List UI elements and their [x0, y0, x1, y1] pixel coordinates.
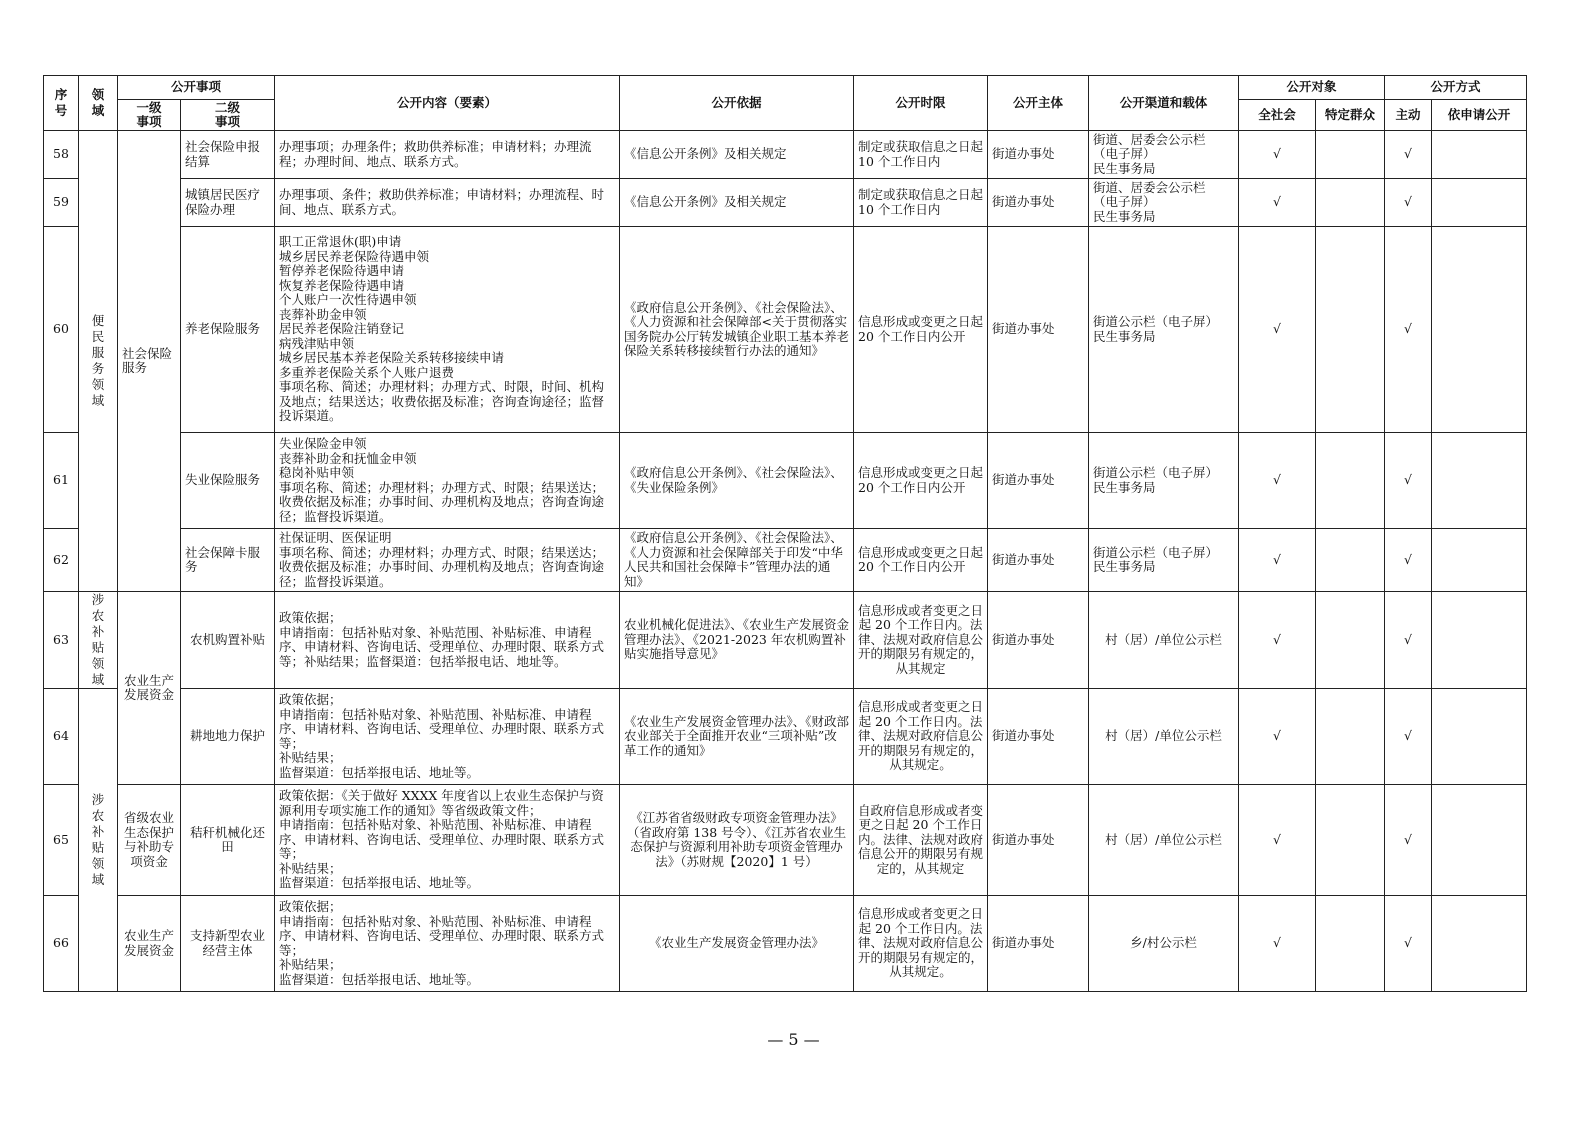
- subject-cell: 街道办事处: [988, 433, 1089, 529]
- row-seq: 65: [44, 785, 79, 896]
- header-subject: 公开主体: [988, 76, 1089, 131]
- channel-cell: 街道公示栏（电子屏） 民生事务局: [1089, 433, 1239, 529]
- level2-cell: 养老保险服务: [181, 227, 275, 433]
- time-cell: 信息形成或变更之日起 20 个工作日内公开: [854, 433, 988, 529]
- table-row: [44, 896, 1527, 992]
- header-channel: 公开渠道和载体: [1089, 76, 1239, 131]
- mode-apply-cell: [1432, 896, 1527, 992]
- row-seq: 61: [44, 433, 79, 529]
- table-row: [44, 689, 1527, 785]
- header-basis: 公开依据: [620, 76, 854, 131]
- mode-active-cell: √: [1385, 179, 1432, 227]
- header-level1: 一级事项: [118, 100, 181, 131]
- mode-active-cell: √: [1385, 896, 1432, 992]
- basis-cell: 农业机械化促进法》、《农业生产发展资金管理办法》、《2021-2023 年农机购置补贴实施指导意见》: [620, 592, 854, 689]
- mode-active-cell: √: [1385, 131, 1432, 179]
- target-group-cell: [1316, 896, 1385, 992]
- header-target-group: 特定群众: [1316, 100, 1385, 131]
- level1-cell: 社会保险服务: [118, 131, 181, 592]
- header-level2: 二级事项: [181, 100, 275, 131]
- subject-cell: 街道办事处: [988, 131, 1089, 179]
- subject-cell: 街道办事处: [988, 592, 1089, 689]
- target-all-cell: √: [1239, 896, 1316, 992]
- time-cell: 制定或获取信息之日起 10 个工作日内: [854, 179, 988, 227]
- target-all-cell: √: [1239, 433, 1316, 529]
- mode-apply-cell: [1432, 131, 1527, 179]
- channel-cell: 村（居）/单位公示栏: [1089, 785, 1239, 896]
- mode-apply-cell: [1432, 529, 1527, 592]
- content-cell: 政策依据； 申请指南：包括补贴对象、补贴范围、补贴标准、申请程序、申请材料、咨询电话、受理单位、办理时限、联系方式等； 补贴结果； 监督渠道：包括举报电话、地址等。: [275, 896, 620, 992]
- header-mode-active: 主动: [1385, 100, 1432, 131]
- target-all-cell: √: [1239, 131, 1316, 179]
- time-cell: 制定或获取信息之日起 10 个工作日内: [854, 131, 988, 179]
- target-all-cell: √: [1239, 179, 1316, 227]
- level1-cell: 省级农业生态保护与补助专项资金: [118, 785, 181, 896]
- content-cell: 政策依据； 申请指南：包括补贴对象、补贴范围、补贴标准、申请程序、申请材料、咨询电话、受理单位、办理时限、联系方式等；补贴结果；监督渠道：包括举报电话、地址等。: [275, 592, 620, 689]
- header-content: 公开内容（要素）: [275, 76, 620, 131]
- channel-cell: 街道公示栏（电子屏） 民生事务局: [1089, 529, 1239, 592]
- channel-cell: 街道、居委会公示栏 （电子屏） 民生事务局: [1089, 131, 1239, 179]
- target-all-cell: √: [1239, 785, 1316, 896]
- level1-cell: 农业生产发展资金: [118, 592, 181, 785]
- level2-cell: 城镇居民医疗保险办理: [181, 179, 275, 227]
- level2-cell: 支持新型农业经营主体: [181, 896, 275, 992]
- content-cell: 政策依据：《关于做好 XXXX 年度省以上农业生态保护与资源利用专项实施工作的通知》等省级政策文件； 申请指南：包括补贴对象、补贴范围、补贴标准、申请程序、申请材料、咨询电话、受理单位、办理时限、联系方式等； 补贴结果； 监督渠道：包括举报电话、地址等。: [275, 785, 620, 896]
- target-all-cell: √: [1239, 689, 1316, 785]
- mode-active-cell: √: [1385, 785, 1432, 896]
- header-target-all: 全社会: [1239, 100, 1316, 131]
- content-cell: 办理事项；办理条件；救助供养标准；申请材料；办理流程；办理时间、地点、联系方式。: [275, 131, 620, 179]
- mode-apply-cell: [1432, 592, 1527, 689]
- subject-cell: 街道办事处: [988, 689, 1089, 785]
- level2-cell: 社会保障卡服务: [181, 529, 275, 592]
- content-cell: 办理事项、条件；救助供养标准；申请材料；办理流程、时间、地点、联系方式。: [275, 179, 620, 227]
- row-seq: 62: [44, 529, 79, 592]
- page-number: — 5 —: [767, 1030, 820, 1049]
- mode-apply-cell: [1432, 433, 1527, 529]
- target-all-cell: √: [1239, 227, 1316, 433]
- row-seq: 59: [44, 179, 79, 227]
- target-group-cell: [1316, 592, 1385, 689]
- mode-active-cell: √: [1385, 433, 1432, 529]
- domain-cell: 便民服务领域: [79, 131, 118, 592]
- time-cell: 信息形成或者变更之日起 20 个工作日内。法律、法规对政府信息公开的期限另有规定的，从其规定: [854, 592, 988, 689]
- level2-cell: 农机购置补贴: [181, 592, 275, 689]
- channel-cell: 乡/村公示栏: [1089, 896, 1239, 992]
- time-cell: 信息形成或者变更之日起 20 个工作日内。法律、法规对政府信息公开的期限另有规定的，从其规定。: [854, 896, 988, 992]
- table-row: [44, 785, 1527, 896]
- level2-cell: 社会保险申报结算: [181, 131, 275, 179]
- row-seq: 64: [44, 689, 79, 785]
- header-target: 公开对象: [1239, 76, 1385, 100]
- mode-active-cell: √: [1385, 529, 1432, 592]
- table-row: [44, 131, 1527, 179]
- table-row: [44, 227, 1527, 433]
- target-group-cell: [1316, 179, 1385, 227]
- domain-cell: 涉农补贴领域: [79, 592, 118, 689]
- channel-cell: 街道公示栏（电子屏） 民生事务局: [1089, 227, 1239, 433]
- target-group-cell: [1316, 227, 1385, 433]
- subject-cell: 街道办事处: [988, 227, 1089, 433]
- time-cell: 自政府信息形成或者变更之日起 20 个工作日内。法律、法规对政府信息公开的期限另有规定的，从其规定: [854, 785, 988, 896]
- mode-apply-cell: [1432, 785, 1527, 896]
- mode-apply-cell: [1432, 227, 1527, 433]
- time-cell: 信息形成或变更之日起 20 个工作日内公开: [854, 529, 988, 592]
- subject-cell: 街道办事处: [988, 529, 1089, 592]
- row-seq: 66: [44, 896, 79, 992]
- header-mode: 公开方式: [1385, 76, 1527, 100]
- subject-cell: 街道办事处: [988, 785, 1089, 896]
- basis-cell: 《信息公开条例》及相关规定: [620, 131, 854, 179]
- basis-cell: 《政府信息公开条例》、《社会保险法》、《失业保险条例》: [620, 433, 854, 529]
- disclosure-table: [43, 75, 1527, 992]
- content-cell: 失业保险金申领 丧葬补助金和抚恤金申领 稳岗补贴申领 事项名称、简述；办理材料；办理方式、时限；结果送达；收费依据及标准；办事时间、办理机构及地点；咨询查询途径；监督投诉渠道。: [275, 433, 620, 529]
- mode-apply-cell: [1432, 179, 1527, 227]
- target-group-cell: [1316, 689, 1385, 785]
- target-group-cell: [1316, 529, 1385, 592]
- domain-cell: 涉农补贴领域: [79, 689, 118, 992]
- basis-cell: 《江苏省省级财政专项资金管理办法》（省政府第 138 号令）、《江苏省农业生态保护与资源利用补助专项资金管理办法》（苏财规【2020】1 号）: [620, 785, 854, 896]
- row-seq: 63: [44, 592, 79, 689]
- channel-cell: 村（居）/单位公示栏: [1089, 689, 1239, 785]
- basis-cell: 《政府信息公开条例》、《社会保险法》、《人力资源和社会保障部关于印发“中华人民共和国社会保障卡”管理办法的通知》: [620, 529, 854, 592]
- basis-cell: 《农业生产发展资金管理办法》、《财政部农业部关于全面推开农业“三项补贴”改革工作的通知》: [620, 689, 854, 785]
- subject-cell: 街道办事处: [988, 179, 1089, 227]
- header-items: 公开事项: [118, 76, 275, 100]
- header-domain: 领域: [79, 76, 118, 131]
- target-group-cell: [1316, 433, 1385, 529]
- mode-active-cell: √: [1385, 227, 1432, 433]
- time-cell: 信息形成或变更之日起 20 个工作日内公开: [854, 227, 988, 433]
- channel-cell: 街道、居委会公示栏 （电子屏） 民生事务局: [1089, 179, 1239, 227]
- header-seq: 序号: [44, 76, 79, 131]
- content-cell: 职工正常退休(职)申请 城乡居民养老保险待遇申领 暂停养老保险待遇申请 恢复养老保险待遇申请 个人账户一次性待遇申领 丧葬补助金申领 居民养老保险注销登记 病残津贴申领 城乡居民基本养老保险关系转移接续申请 多重养老保险关系个人账户退费 事项名称、简述；办理材料；办理方式、时限，时间、机构及地点；结果送达；收费依据及标准；咨询查询途径；监督投诉渠道。: [275, 227, 620, 433]
- table-row: [44, 529, 1527, 592]
- level2-cell: 耕地地力保护: [181, 689, 275, 785]
- target-all-cell: √: [1239, 592, 1316, 689]
- target-group-cell: [1316, 131, 1385, 179]
- subject-cell: 街道办事处: [988, 896, 1089, 992]
- mode-apply-cell: [1432, 689, 1527, 785]
- header-mode-apply: 依申请公开: [1432, 100, 1527, 131]
- basis-cell: 《农业生产发展资金管理办法》: [620, 896, 854, 992]
- table-row: [44, 433, 1527, 529]
- row-seq: 60: [44, 227, 79, 433]
- table-row: [44, 179, 1527, 227]
- level2-cell: 失业保险服务: [181, 433, 275, 529]
- target-group-cell: [1316, 785, 1385, 896]
- channel-cell: 村（居）/单位公示栏: [1089, 592, 1239, 689]
- level1-cell: 农业生产发展资金: [118, 896, 181, 992]
- row-seq: 58: [44, 131, 79, 179]
- content-cell: 社保证明、医保证明 事项名称、简述；办理材料；办理方式、时限；结果送达；收费依据及标准；办事时间、办理机构及地点；咨询查询途径；监督投诉渠道。: [275, 529, 620, 592]
- mode-active-cell: √: [1385, 689, 1432, 785]
- table-row: [44, 592, 1527, 689]
- level2-cell: 秸秆机械化还田: [181, 785, 275, 896]
- time-cell: 信息形成或者变更之日起 20 个工作日内。法律、法规对政府信息公开的期限另有规定的，从其规定。: [854, 689, 988, 785]
- content-cell: 政策依据； 申请指南：包括补贴对象、补贴范围、补贴标准、申请程序、申请材料、咨询电话、受理单位、办理时限、联系方式等； 补贴结果； 监督渠道：包括举报电话、地址等。: [275, 689, 620, 785]
- basis-cell: 《信息公开条例》及相关规定: [620, 179, 854, 227]
- header-time: 公开时限: [854, 76, 988, 131]
- mode-active-cell: √: [1385, 592, 1432, 689]
- basis-cell: 《政府信息公开条例》、《社会保险法》、《人力资源和社会保障部<关于贯彻落实国务院办公厅转发城镇企业职工基本养老保险关系转移接续暂行办法的通知》: [620, 227, 854, 433]
- target-all-cell: √: [1239, 529, 1316, 592]
